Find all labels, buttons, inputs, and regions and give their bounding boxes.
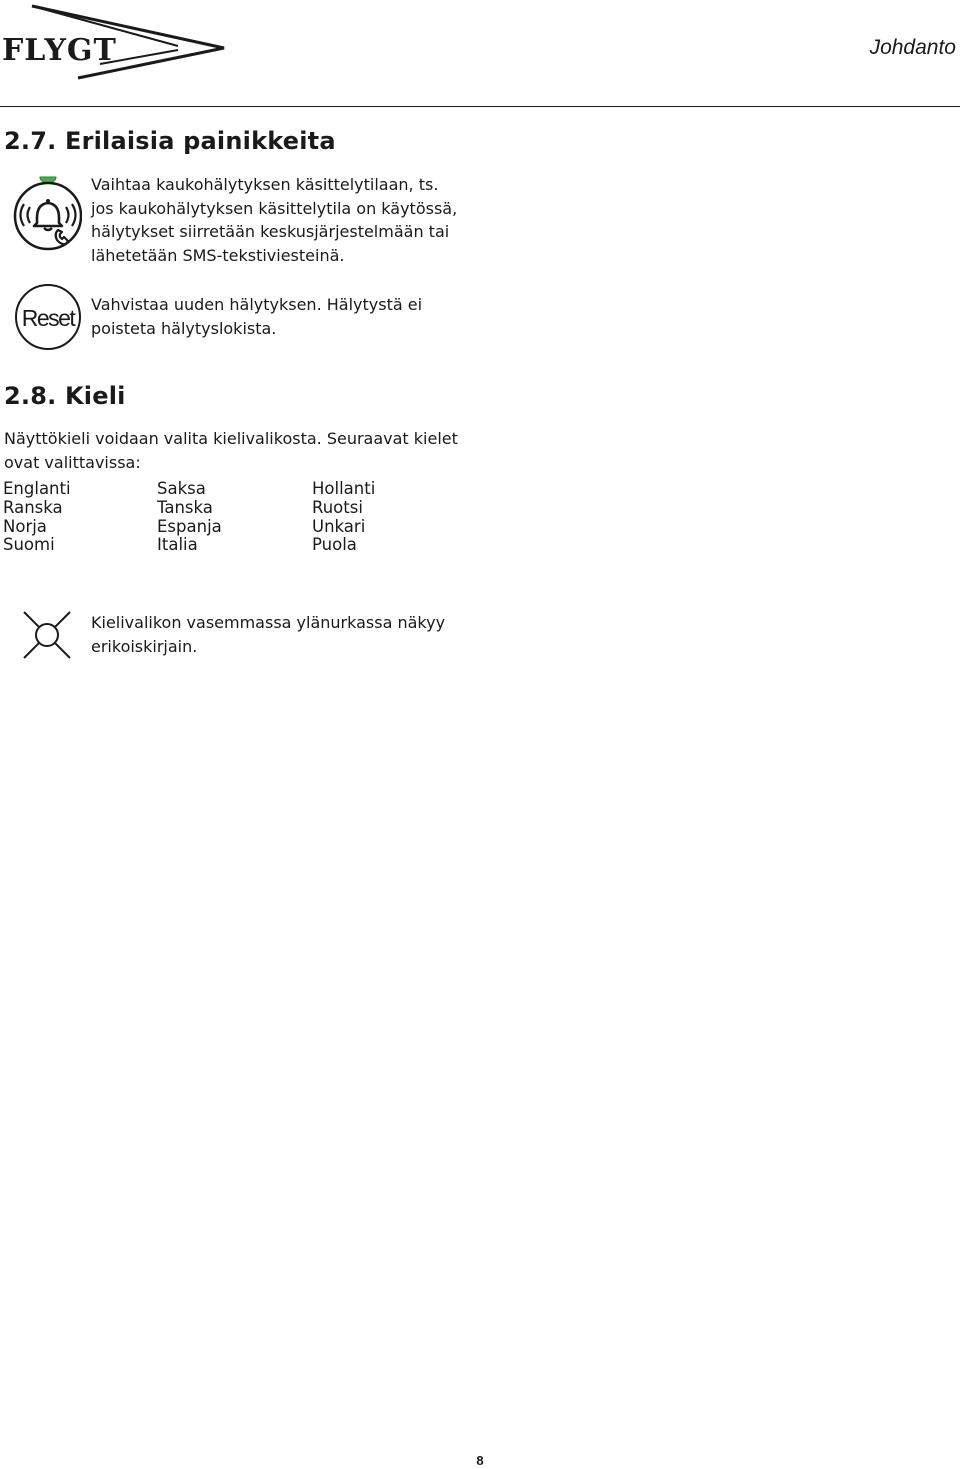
section-heading-2-7: 2.7. Erilaisia painikkeita — [4, 127, 336, 155]
list-item: Englanti — [3, 479, 71, 498]
special-character-note: Kielivalikon vasemmassa ylänurkassa näkyy erikoiskirjain. — [91, 613, 446, 656]
section-name: Johdanto — [869, 36, 956, 59]
reset-icon — [14, 283, 82, 351]
language-intro: Näyttökieli voidaan valita kielivalikosta. Seuraavat kielet ovat valittavissa: — [4, 429, 458, 472]
logo-wordmark: FLYGT — [2, 33, 117, 68]
list-item: Hollanti — [312, 479, 376, 498]
list-item: Norja — [3, 516, 47, 536]
list-item: Saksa — [157, 479, 206, 498]
header-divider — [0, 106, 960, 107]
list-item: Unkari — [312, 516, 366, 536]
page-number: 8 — [476, 1453, 484, 1468]
list-item: Italia — [157, 535, 198, 555]
remote-alarm-description: Vaihtaa kaukohälytyksen käsittelytilaan, ts. jos kaukohälytyksen käsittelytila on käytössä, hälytykset siirretään keskusjärjestelmään tai lähetetään SMS-tekstiviesteinä. — [91, 175, 458, 265]
list-item: Puola — [312, 535, 357, 555]
list-item: Suomi — [3, 535, 55, 555]
language-column-1 — [3, 480, 71, 555]
reset-description: Vahvistaa uuden hälytyksen. Hälytystä ei poisteta hälytyslokista. — [91, 295, 423, 338]
remote-alarm-icon — [10, 174, 82, 254]
list-item: Ranska — [3, 497, 63, 517]
reset-icon-label: Reset — [21, 305, 75, 331]
list-item: Espanja — [157, 516, 222, 536]
flygt-logo — [0, 2, 228, 80]
list-item: Ruotsi — [312, 497, 363, 517]
section-heading-2-8: 2.8. Kieli — [4, 382, 126, 410]
list-item: Tanska — [157, 497, 213, 517]
special-character-icon — [22, 610, 72, 660]
language-column-3 — [312, 480, 375, 555]
language-column-2 — [157, 480, 222, 555]
